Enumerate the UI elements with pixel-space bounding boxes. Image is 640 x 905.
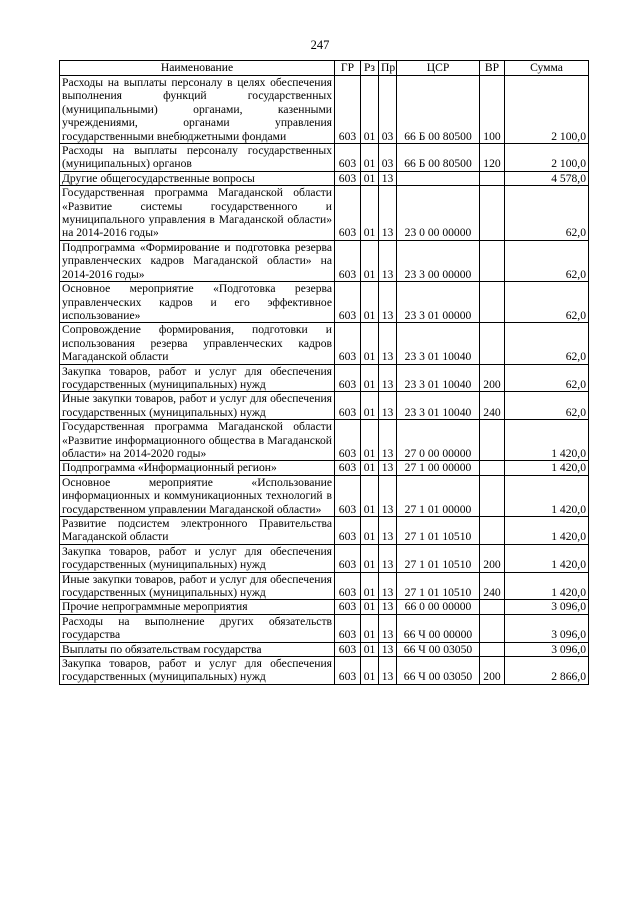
row-pr: 13 <box>379 420 397 461</box>
row-sum: 62,0 <box>505 282 589 323</box>
row-csr: 27 0 00 00000 <box>397 420 480 461</box>
row-sum: 1 420,0 <box>505 475 589 516</box>
row-gr: 603 <box>335 517 361 545</box>
row-rz: 01 <box>361 171 379 185</box>
row-gr: 603 <box>335 544 361 572</box>
table-row <box>60 171 589 185</box>
row-pr: 13 <box>379 544 397 572</box>
table-body <box>60 76 589 685</box>
row-vr <box>480 614 505 642</box>
row-gr: 603 <box>335 614 361 642</box>
page-number: 247 <box>310 38 330 52</box>
row-rz: 01 <box>361 572 379 600</box>
row-vr: 240 <box>480 572 505 600</box>
row-name: Иные закупки товаров, работ и услуг для обеспечения государственных (муниципальных) нужд <box>60 392 335 420</box>
row-vr <box>480 475 505 516</box>
row-csr: 23 3 01 00000 <box>397 282 480 323</box>
table-row <box>60 420 589 461</box>
row-gr: 603 <box>335 323 361 364</box>
row-sum: 62,0 <box>505 392 589 420</box>
header-sum: Сумма <box>505 61 589 76</box>
row-name: Прочие непрограммные мероприятия <box>60 600 335 614</box>
table-row <box>60 544 589 572</box>
row-csr: 27 1 01 10510 <box>397 544 480 572</box>
header-pr: Пр <box>379 61 397 76</box>
row-gr: 603 <box>335 642 361 656</box>
row-sum: 1 420,0 <box>505 461 589 475</box>
row-sum: 62,0 <box>505 186 589 241</box>
row-rz: 01 <box>361 475 379 516</box>
row-csr: 27 1 00 00000 <box>397 461 480 475</box>
row-sum: 2 100,0 <box>505 144 589 172</box>
row-sum: 2 866,0 <box>505 657 589 685</box>
row-gr: 603 <box>335 144 361 172</box>
row-name: Подпрограмма «Информационный регион» <box>60 461 335 475</box>
row-vr: 100 <box>480 76 505 144</box>
row-csr: 23 3 01 10040 <box>397 323 480 364</box>
row-gr: 603 <box>335 475 361 516</box>
row-name: Расходы на выплаты персоналу в целях обеспечения выполнения функций государственных (муниципальными) органами, казенными учреждениями, органами управления государственными внебюджетными фондами <box>60 76 335 144</box>
header-gr: ГР <box>335 61 361 76</box>
row-pr: 13 <box>379 323 397 364</box>
row-name: Основное мероприятие «Использование информационных и коммуникационных технологий в государственном управлении Магаданской области» <box>60 475 335 516</box>
row-csr: 66 Б 00 80500 <box>397 76 480 144</box>
row-rz: 01 <box>361 614 379 642</box>
row-vr <box>480 171 505 185</box>
row-vr <box>480 240 505 281</box>
row-pr: 13 <box>379 186 397 241</box>
table-row <box>60 642 589 656</box>
row-sum: 4 578,0 <box>505 171 589 185</box>
row-sum: 62,0 <box>505 240 589 281</box>
row-vr: 200 <box>480 364 505 392</box>
row-csr: 66 Б 00 80500 <box>397 144 480 172</box>
row-name: Закупка товаров, работ и услуг для обеспечения государственных (муниципальных) нужд <box>60 364 335 392</box>
row-csr: 23 3 01 10040 <box>397 364 480 392</box>
row-name: Государственная программа Магаданской области «Развитие системы государственного и муниципального управления в Магаданской области» на 2014-2016 годы» <box>60 186 335 241</box>
row-pr: 13 <box>379 392 397 420</box>
row-sum: 62,0 <box>505 323 589 364</box>
row-csr: 66 0 00 00000 <box>397 600 480 614</box>
row-vr <box>480 461 505 475</box>
table-row <box>60 323 589 364</box>
table-row <box>60 600 589 614</box>
row-gr: 603 <box>335 392 361 420</box>
row-vr <box>480 517 505 545</box>
row-rz: 01 <box>361 642 379 656</box>
row-pr: 13 <box>379 572 397 600</box>
row-name: Подпрограмма «Формирование и подготовка резерва управленческих кадров Магаданской области» на 2014-2016 годы» <box>60 240 335 281</box>
row-vr <box>480 282 505 323</box>
header-name: Наименование <box>60 61 335 76</box>
row-name: Закупка товаров, работ и услуг для обеспечения государственных (муниципальных) нужд <box>60 657 335 685</box>
row-pr: 13 <box>379 240 397 281</box>
row-gr: 603 <box>335 240 361 281</box>
row-gr: 603 <box>335 420 361 461</box>
row-rz: 01 <box>361 600 379 614</box>
row-vr <box>480 420 505 461</box>
table-row <box>60 76 589 144</box>
row-pr: 13 <box>379 642 397 656</box>
table-row <box>60 144 589 172</box>
row-pr: 13 <box>379 282 397 323</box>
row-pr: 13 <box>379 461 397 475</box>
row-name: Расходы на выполнение других обязательств государства <box>60 614 335 642</box>
row-csr: 27 1 01 10510 <box>397 572 480 600</box>
row-sum: 3 096,0 <box>505 614 589 642</box>
row-sum: 1 420,0 <box>505 572 589 600</box>
row-name: Сопровождение формирования, подготовки и использования резерва управленческих кадров Магаданской области <box>60 323 335 364</box>
row-pr: 13 <box>379 171 397 185</box>
row-pr: 03 <box>379 144 397 172</box>
row-sum: 1 420,0 <box>505 544 589 572</box>
table-row <box>60 282 589 323</box>
row-gr: 603 <box>335 657 361 685</box>
row-rz: 01 <box>361 364 379 392</box>
budget-table <box>59 60 589 685</box>
row-csr: 27 1 01 00000 <box>397 475 480 516</box>
row-gr: 603 <box>335 600 361 614</box>
row-pr: 13 <box>379 517 397 545</box>
row-vr <box>480 600 505 614</box>
row-rz: 01 <box>361 392 379 420</box>
row-csr: 66 Ч 00 00000 <box>397 614 480 642</box>
row-rz: 01 <box>361 282 379 323</box>
row-rz: 01 <box>361 517 379 545</box>
table-row <box>60 657 589 685</box>
row-gr: 603 <box>335 461 361 475</box>
row-name: Выплаты по обязательствам государства <box>60 642 335 656</box>
row-pr: 13 <box>379 364 397 392</box>
row-csr <box>397 171 480 185</box>
table-row <box>60 517 589 545</box>
row-name: Государственная программа Магаданской области «Развитие информационного общества в Магаданской области» на 2014-2020 годы» <box>60 420 335 461</box>
row-name: Развитие подсистем электронного Правительства Магаданской области <box>60 517 335 545</box>
table-row <box>60 364 589 392</box>
row-rz: 01 <box>361 144 379 172</box>
row-rz: 01 <box>361 240 379 281</box>
row-rz: 01 <box>361 461 379 475</box>
row-vr <box>480 642 505 656</box>
row-gr: 603 <box>335 171 361 185</box>
row-vr <box>480 323 505 364</box>
row-sum: 3 096,0 <box>505 642 589 656</box>
row-gr: 603 <box>335 364 361 392</box>
row-rz: 01 <box>361 323 379 364</box>
row-sum: 2 100,0 <box>505 76 589 144</box>
row-csr: 66 Ч 00 03050 <box>397 657 480 685</box>
row-pr: 03 <box>379 76 397 144</box>
row-name: Другие общегосударственные вопросы <box>60 171 335 185</box>
row-gr: 603 <box>335 282 361 323</box>
row-csr: 23 3 00 00000 <box>397 240 480 281</box>
row-gr: 603 <box>335 572 361 600</box>
table-row <box>60 240 589 281</box>
row-vr <box>480 186 505 241</box>
row-rz: 01 <box>361 544 379 572</box>
table-row <box>60 614 589 642</box>
row-pr: 13 <box>379 475 397 516</box>
row-name: Расходы на выплаты персоналу государственных (муниципальных) органов <box>60 144 335 172</box>
table-row <box>60 186 589 241</box>
table-row <box>60 461 589 475</box>
row-vr: 120 <box>480 144 505 172</box>
row-sum: 1 420,0 <box>505 517 589 545</box>
row-pr: 13 <box>379 600 397 614</box>
row-rz: 01 <box>361 420 379 461</box>
header-vr: ВР <box>480 61 505 76</box>
row-pr: 13 <box>379 614 397 642</box>
row-rz: 01 <box>361 657 379 685</box>
row-vr: 240 <box>480 392 505 420</box>
row-csr: 23 3 01 10040 <box>397 392 480 420</box>
row-sum: 62,0 <box>505 364 589 392</box>
row-name: Иные закупки товаров, работ и услуг для обеспечения государственных (муниципальных) нужд <box>60 572 335 600</box>
row-gr: 603 <box>335 186 361 241</box>
row-csr: 27 1 01 10510 <box>397 517 480 545</box>
table-row <box>60 475 589 516</box>
row-rz: 01 <box>361 76 379 144</box>
header-csr: ЦСР <box>397 61 480 76</box>
row-csr: 66 Ч 00 03050 <box>397 642 480 656</box>
row-name: Закупка товаров, работ и услуг для обеспечения государственных (муниципальных) нужд <box>60 544 335 572</box>
table-row <box>60 392 589 420</box>
table-header-row <box>60 61 589 76</box>
row-gr: 603 <box>335 76 361 144</box>
row-sum: 1 420,0 <box>505 420 589 461</box>
row-sum: 3 096,0 <box>505 600 589 614</box>
table-row <box>60 572 589 600</box>
row-vr: 200 <box>480 544 505 572</box>
row-vr: 200 <box>480 657 505 685</box>
row-pr: 13 <box>379 657 397 685</box>
header-rz: Рз <box>361 61 379 76</box>
row-rz: 01 <box>361 186 379 241</box>
row-csr: 23 0 00 00000 <box>397 186 480 241</box>
row-name: Основное мероприятие «Подготовка резерва управленческих кадров и его эффективное использование» <box>60 282 335 323</box>
